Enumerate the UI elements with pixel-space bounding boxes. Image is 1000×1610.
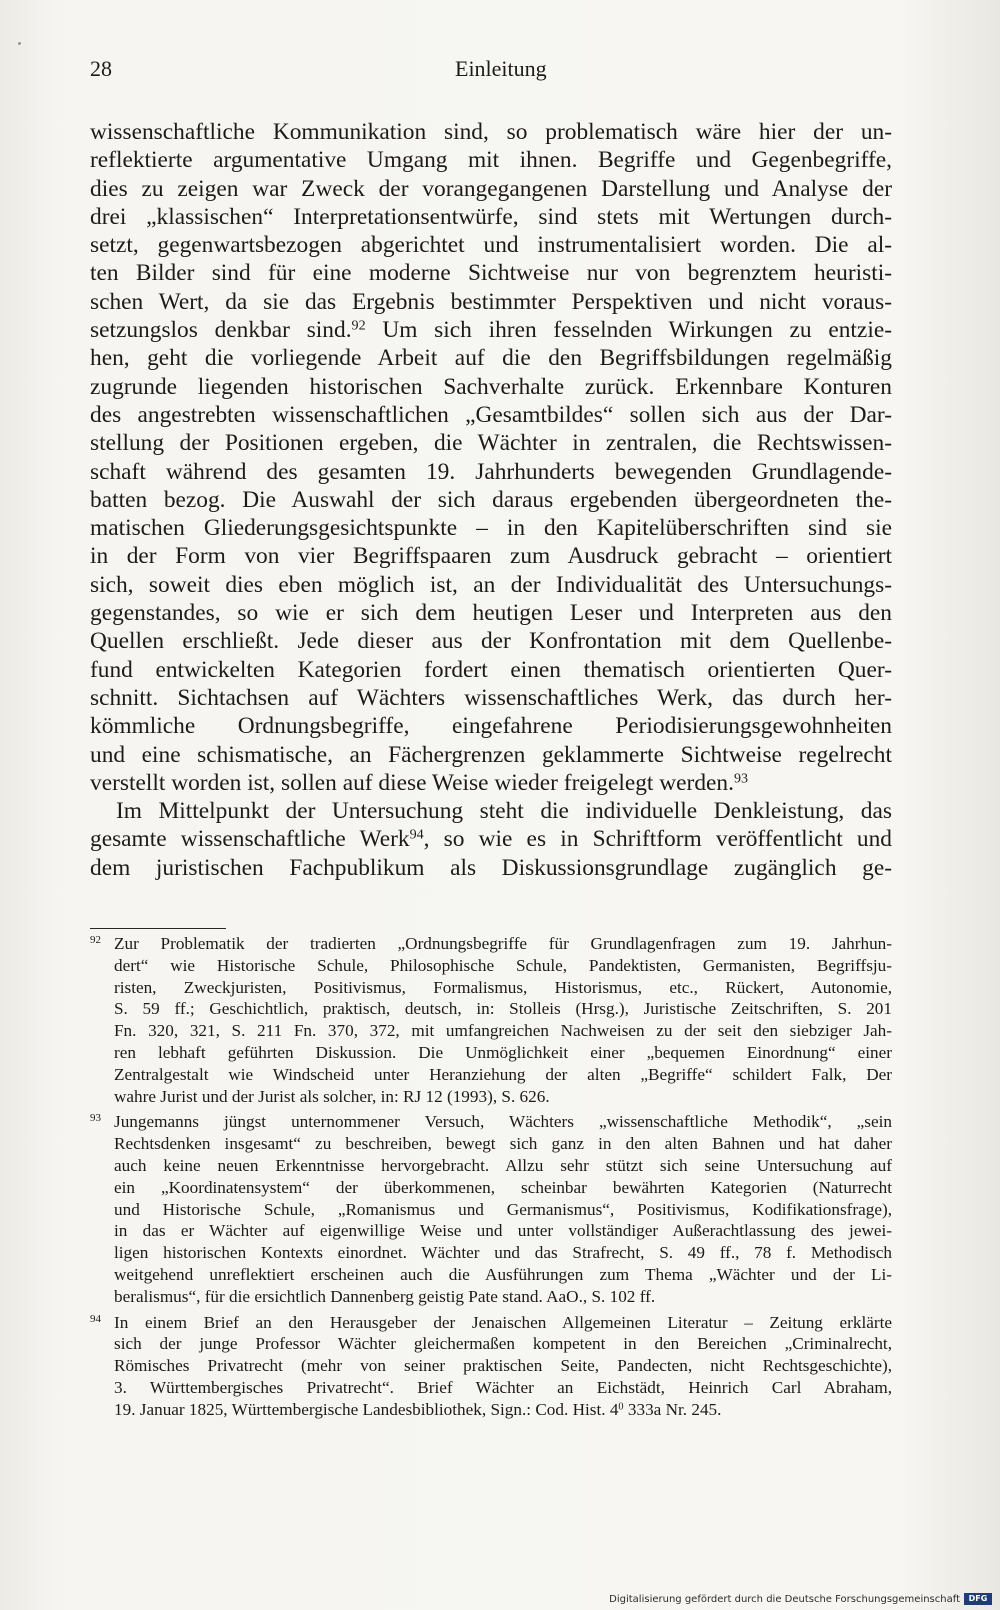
body-line: ten Bilder sind für eine moderne Sichtweise nur von begrenztem heuristi- <box>90 260 892 287</box>
footnote-line: beralismus“, für die ersichtlich Dannenberg geistig Pate stand. AaO., S. 102 ff. <box>114 1286 656 1306</box>
body-line: des angestrebten wissenschaftlichen „Gesamtbildes“ sollen sich aus der Dar- <box>90 401 892 428</box>
footnote-fragment: 19. Januar 1825, Württembergische Landesbibliothek, Sign.: Cod. Hist. 4 <box>114 1399 619 1419</box>
footnote-92 <box>90 933 892 1107</box>
dfg-logo-icon: DFG <box>964 1593 992 1605</box>
body-line: zugrunde liegenden historischen Sachverhalte zurück. Erkennbare Konturen <box>90 373 892 400</box>
footnote-line: ren lebhaft geführten Diskussion. Die Unmöglichkeit einer „bequemen Einordnung“ einer <box>114 1042 892 1062</box>
footnote-line: wahre Jurist und der Jurist als solcher, in: RJ 12 (1993), S. 626. <box>114 1086 550 1106</box>
body-line: drei „klassischen“ Interpretationsentwürfe, sind stets mit Wertungen durch- <box>90 203 892 230</box>
footnote-number: 92 <box>90 934 101 946</box>
footnote-line: auch keine neuen Erkenntnisse hervorgebracht. Allzu sehr stützt sich seine Untersuchung auf <box>114 1155 892 1175</box>
footnotes <box>90 933 892 1425</box>
footnote-line: Römisches Privatrecht (mehr von seiner praktischen Seite, Pandecten, nicht Rechtsgeschichte), <box>114 1356 892 1376</box>
body-line: batten bezog. Die Auswahl der sich daraus ergebenden übergeordneten the- <box>90 486 892 513</box>
body-line: schen Wert, da sie das Ergebnis bestimmter Perspektiven und nicht voraus- <box>90 288 892 315</box>
body-line: setzt, gegenwartsbezogen abgerichtet und instrumentalisiert worden. Die al- <box>90 232 892 259</box>
body-line: reflektierte argumentative Umgang mit ihnen. Begriffe und Gegenbegriffe, <box>90 147 892 174</box>
footnote-line: weitgehend unreflektiert erscheinen auch die Ausführungen zum Thema „Wächter und der Li- <box>114 1264 892 1284</box>
footnote-number: 93 <box>90 1112 101 1125</box>
body-line <box>90 825 892 853</box>
footnote-line: sich der junge Professor Wächter gleichermaßen kompetent in den Bereichen „Criminalrecht, <box>114 1334 892 1354</box>
body-line: schnitt. Sichtachsen auf Wächters wissenschaftliches Werk, das durch her- <box>90 684 892 711</box>
body-line: matischen Gliederungsgesichtspunkte – in den Kapitelüberschriften sind sie <box>90 515 892 542</box>
footnote-ref-93[interactable]: 93 <box>733 770 748 787</box>
footnote-line: dert“ wie Historische Schule, Philosophische Schule, Pandektisten, Germanisten, Begriffsju- <box>114 955 892 975</box>
footnote-line: ein „Koordinatensystem“ der überkommenen, scheinbar bewährten Kategorien (Naturrecht <box>114 1177 892 1197</box>
page-header <box>90 56 910 86</box>
body-fragment: , so wie es in Schriftform veröffentlicht und <box>423 826 892 853</box>
footnote-line: und Historische Schule, „Romanismus und Germanismus“, Positivismus, Kodifikationsfrage), <box>114 1199 892 1219</box>
body-line: hen, geht die vorliegende Arbeit auf die den Begriffsbildungen regelmäßig <box>90 345 892 372</box>
footnote-line: S. 59 ff.; Geschichtlich, praktisch, deutsch, in: Stolleis (Hrsg.), Juristische Zeitschriften, S. 201 <box>114 999 892 1019</box>
body-line <box>90 769 892 797</box>
body-line: Im Mittelpunkt der Untersuchung steht die individuelle Denkleistung, das <box>116 798 892 825</box>
page-number: 28 <box>90 56 112 81</box>
footnote-fragment: 333a Nr. 245. <box>627 1399 722 1419</box>
body-line: in der Form von vier Begriffspaaren zum Ausdruck gebracht – orientiert <box>90 543 892 570</box>
body-text <box>90 118 892 882</box>
footnote-separator <box>90 928 226 929</box>
body-line: stellung der Positionen ergeben, die Wächter in zentralen, die Rechtswissen- <box>90 430 892 457</box>
body-line: dem juristischen Fachpublikum als Diskussionsgrundlage zugänglich ge- <box>90 854 892 881</box>
body-line <box>90 316 892 344</box>
footnote-line: in das er Wächter auf eigenwillige Weise und unter vollständiger Außerachtlassung des jewei- <box>114 1221 892 1241</box>
digitization-credit <box>609 1591 992 1607</box>
body-line: Quellen erschließt. Jede dieser aus der Konfrontation mit dem Quellenbe- <box>90 628 892 655</box>
footnote-93 <box>90 1111 892 1307</box>
scan-edge-mark <box>18 42 21 45</box>
footnote-line: Fn. 320, 321, S. 211 Fn. 370, 372, mit umfangreichen Nachweisen zu der seit den siebziger Jah- <box>114 1021 892 1041</box>
body-line: sich, soweit dies eben möglich ist, an der Individualität des Untersuchungs- <box>90 571 892 598</box>
footnote-ref-92[interactable]: 92 <box>351 317 366 334</box>
body-line: gegenstandes, so wie er sich dem heutigen Leser und Interpreten aus den <box>90 600 892 627</box>
footnote-line: Rechtsdenken insgesamt“ zu beschreiben, bewegt sich ganz in den alten Bahnen und hat daher <box>114 1134 892 1154</box>
body-fragment: verstellt worden ist, sollen auf diese Weise wieder freigelegt werden. <box>90 769 734 796</box>
body-line: dies zu zeigen war Zweck der vorangegangenen Darstellung und Analyse der <box>90 175 892 202</box>
footnote-line: ligen historischen Kontexts einordnet. Wächter und das Strafrecht, S. 49 ff., 78 f. Methodisch <box>114 1243 892 1263</box>
footnote-line: risten, Zweckjuristen, Positivismus, Formalismus, Historismus, etc., Rückert, Autonomie, <box>114 977 892 997</box>
body-line: fund entwickelten Kategorien fordert einen thematisch orientierten Quer- <box>90 656 892 683</box>
footnote-line: Zentralgestalt wie Windscheid unter Heranziehung der alten „Begriffe“ schildert Falk, Der <box>114 1064 892 1084</box>
footnote-number: 94 <box>90 1312 101 1325</box>
footnote-line <box>114 1399 892 1421</box>
degree-superscript: 0 <box>618 1401 624 1413</box>
body-fragment: setzungslos denkbar sind. <box>90 317 352 344</box>
running-head: Einleitung <box>455 56 547 81</box>
footnote-line: In einem Brief an den Herausgeber der Jenaischen Allgemeinen Literatur – Zeitung erklärte <box>114 1312 892 1332</box>
footnote-94 <box>90 1312 892 1421</box>
body-line: wissenschaftliche Kommunikation sind, so problematisch wäre hier der un- <box>90 119 892 145</box>
footnote-ref-94[interactable]: 94 <box>409 826 424 843</box>
body-fragment: gesamte wissenschaftliche Werk <box>90 826 410 853</box>
footnote-line: Zur Problematik der tradierten „Ordnungsbegriffe für Grundlagenfragen zum 19. Jahrhun- <box>114 934 892 953</box>
body-line: kömmliche Ordnungsbegriffe, eingefahrene Periodisierungsgewohnheiten <box>90 713 892 740</box>
footnote-line: 3. Württembergisches Privatrecht“. Brief Wächter an Eichstädt, Heinrich Carl Abraham, <box>114 1377 892 1397</box>
body-line: und eine schismatische, an Fächergrenzen geklammerte Sichtweise regelrecht <box>90 741 892 768</box>
body-fragment: Um sich ihren fesselnden Wirkungen zu entzie- <box>365 317 892 344</box>
body-line: schaft während des gesamten 19. Jahrhunderts bewegenden Grundlagende- <box>90 458 892 485</box>
footnote-line: Jungemanns jüngst unternommener Versuch, Wächters „wissenschaftliche Methodik“, „sein <box>114 1112 892 1132</box>
funding-text: Digitalisierung gefördert durch die Deutsche Forschungsgemeinschaft <box>609 1593 960 1605</box>
